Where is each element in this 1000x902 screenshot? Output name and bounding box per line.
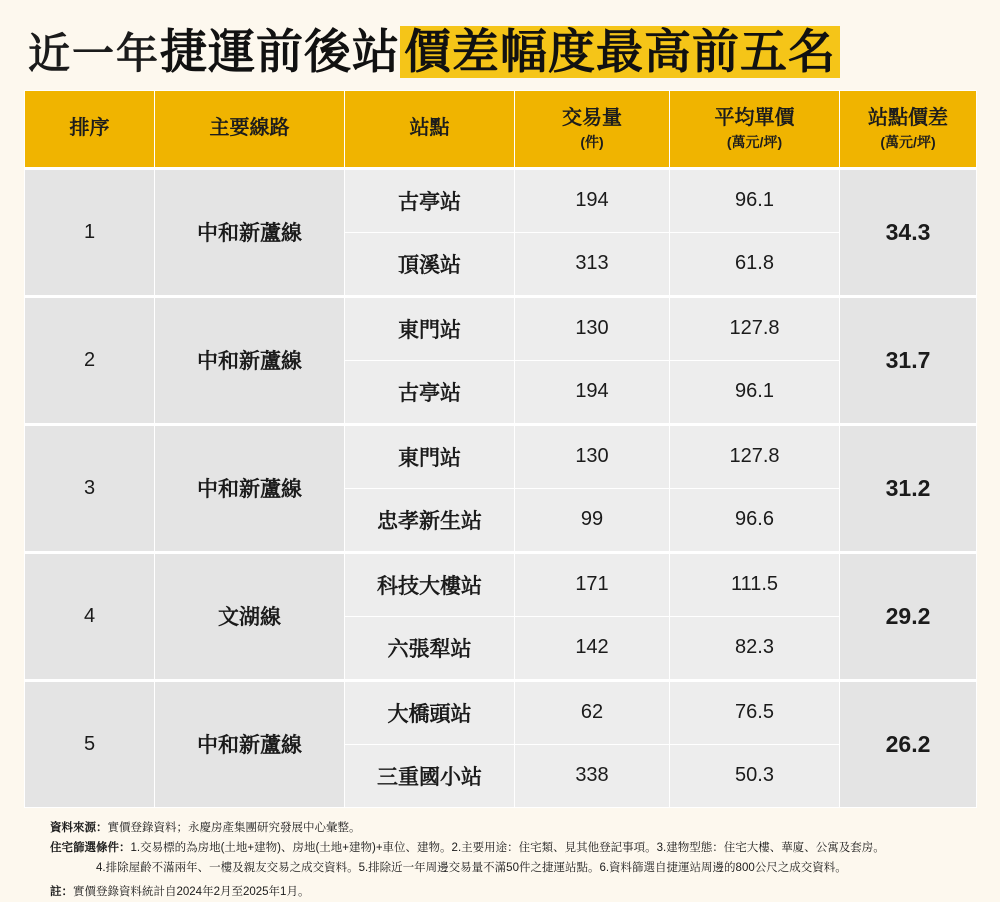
footnote-note-text: 實價登錄資料統計自2024年2月至2025年1月。	[73, 886, 310, 899]
page-title-part3: 價差幅度最高前五名	[400, 26, 840, 78]
cell-diff: 31.7	[840, 296, 977, 424]
cell-diff: 31.2	[840, 424, 977, 552]
cell-volume: 142	[515, 616, 670, 680]
page-title-part2: 捷運前後站	[160, 25, 401, 78]
cell-price: 111.5	[670, 552, 840, 616]
column-header-station	[345, 90, 515, 168]
column-header-volume-label: 交易量	[562, 106, 622, 129]
table-header	[25, 90, 977, 168]
cell-line: 中和新蘆線	[155, 168, 345, 296]
column-header-rank	[25, 90, 155, 168]
table-body	[25, 168, 977, 807]
column-header-line-label: 主要線路	[209, 117, 290, 140]
column-header-diff-label: 站點價差	[868, 106, 948, 129]
cell-station: 六張犁站	[345, 616, 515, 680]
cell-price: 82.3	[670, 616, 840, 680]
table-row	[25, 296, 977, 360]
cell-volume: 99	[515, 488, 670, 552]
cell-volume: 171	[515, 552, 670, 616]
cell-line: 中和新蘆線	[155, 296, 345, 424]
footnote-criteria-text2: 4.排除屋齡不滿兩年、一樓及親友交易之成交資料。5.排除近一年周邊交易量不滿50件之捷運站點。6.資料篩選自捷運站周邊的800公尺之成交資料。	[96, 861, 847, 874]
column-header-price-unit: (萬元/坪)	[726, 133, 783, 150]
footnote-source-text: 實價登錄資料；永慶房產集團研究發展中心彙整。	[107, 821, 361, 834]
footnote-criteria-text1: 1.交易標的為房地(土地+建物)、房地(土地+建物)+車位、建物。2.主要用途：住宅類、見其他登記事項。3.建物型態：住宅大樓、華廈、公寓及套房。	[130, 841, 885, 854]
page-title-part1: 近一年	[28, 30, 161, 77]
column-header-station-label: 站點	[409, 117, 450, 140]
page-title	[28, 26, 976, 78]
table-row	[25, 680, 977, 744]
footnote-criteria-label: 住宅篩選條件：	[50, 841, 131, 854]
column-header-rank-label: 排序	[69, 117, 110, 140]
footnote-note	[50, 882, 1000, 902]
column-header-volume	[515, 90, 670, 168]
cell-diff: 29.2	[840, 552, 977, 680]
cell-rank: 2	[25, 296, 155, 424]
cell-diff: 26.2	[840, 680, 977, 807]
cell-volume: 194	[515, 360, 670, 424]
table-row	[25, 552, 977, 616]
cell-diff: 34.3	[840, 168, 977, 296]
table-header-row	[25, 90, 977, 168]
cell-station: 東門站	[345, 424, 515, 488]
footnote-source	[50, 818, 1000, 838]
cell-rank: 3	[25, 424, 155, 552]
column-header-diff	[840, 90, 977, 168]
cell-price: 96.1	[670, 168, 840, 232]
cell-station: 頂溪站	[345, 232, 515, 296]
column-header-diff-unit: (萬元/坪)	[880, 133, 936, 150]
cell-price: 96.6	[670, 488, 840, 552]
cell-price: 127.8	[670, 424, 840, 488]
footnote-criteria-line2	[50, 858, 1000, 878]
cell-volume: 338	[515, 744, 670, 807]
cell-price: 96.1	[670, 360, 840, 424]
cell-station: 科技大樓站	[345, 552, 515, 616]
table-row	[25, 424, 977, 488]
cell-volume: 62	[515, 680, 670, 744]
column-header-volume-unit: (件)	[580, 133, 604, 150]
column-header-price	[670, 90, 840, 168]
cell-station: 古亭站	[345, 168, 515, 232]
cell-station: 東門站	[345, 296, 515, 360]
cell-price: 127.8	[670, 296, 840, 360]
cell-station: 三重國小站	[345, 744, 515, 807]
cell-line: 文湖線	[155, 552, 345, 680]
cell-station: 大橋頭站	[345, 680, 515, 744]
cell-station: 古亭站	[345, 360, 515, 424]
cell-volume: 130	[515, 296, 670, 360]
ranking-table	[24, 90, 977, 808]
cell-volume: 194	[515, 168, 670, 232]
cell-volume: 130	[515, 424, 670, 488]
cell-price: 61.8	[670, 232, 840, 296]
cell-station: 忠孝新生站	[345, 488, 515, 552]
cell-price: 76.5	[670, 680, 840, 744]
cell-line: 中和新蘆線	[155, 680, 345, 807]
cell-volume: 313	[515, 232, 670, 296]
footnote-source-label: 資料來源：	[50, 821, 108, 834]
cell-line: 中和新蘆線	[155, 424, 345, 552]
cell-rank: 5	[25, 680, 155, 807]
column-header-price-label: 平均單價	[714, 106, 795, 129]
table-row	[25, 168, 977, 232]
cell-rank: 4	[25, 552, 155, 680]
cell-price: 50.3	[670, 744, 840, 807]
cell-rank: 1	[25, 168, 155, 296]
footnote-note-label: 註：	[50, 886, 73, 899]
footnotes	[50, 818, 1000, 902]
footnote-criteria-line1	[50, 838, 1000, 858]
column-header-line	[155, 90, 345, 168]
